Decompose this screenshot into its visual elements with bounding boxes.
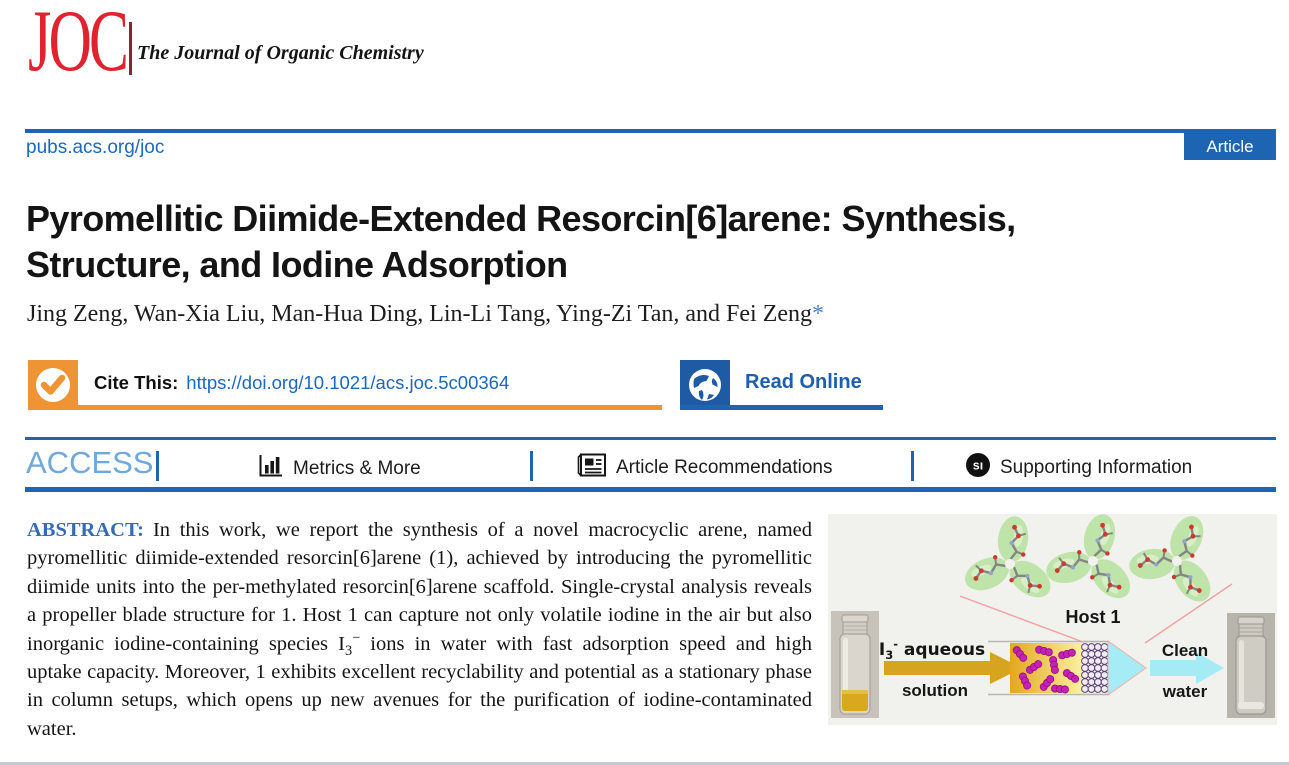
journal-logo: JOC: [28, 0, 127, 90]
title-line-2: Structure, and Iodine Adsorption: [26, 244, 568, 285]
host-molecules: [953, 514, 1228, 615]
journal-name: The Journal of Organic Chemistry: [137, 42, 424, 64]
abstract-body-2: ions in water with fast adsorption speed and high uptake capacity. Moreover, 1 exhibits excellent recyclability and potential as a stationary phase in column setups, which opens up new avenues for the purification of iodine-contaminated water.: [27, 632, 813, 740]
host-packing-beads: [1082, 644, 1108, 693]
abstract-body-1: In this work, we report the synthesis of a novel macrocyclic arene, named pyromellitic diimide-extended resorcin[6]arene (1), achieved by introducing the pyromellitic diimide units into the per-methylated resorcin[6]arene scaffold. Single-crystal analysis reveals a propeller blade structure for 1. Host 1 can capture not only volatile iodine in the air but also inorganic iodine-containing species I: [27, 519, 812, 655]
check-circle-icon: [28, 360, 78, 410]
article-recommendations-link[interactable]: [577, 452, 832, 484]
journal-url-link[interactable]: pubs.acs.org/joc: [26, 137, 165, 158]
author-list: [27, 301, 824, 328]
clean-water-vial: [1227, 613, 1275, 718]
access-rule-bottom: [25, 487, 1276, 492]
metrics-and-more-link[interactable]: [257, 452, 421, 485]
abstract-heading: ABSTRACT:: [27, 519, 144, 541]
access-separator: [156, 451, 159, 481]
cite-this-label: Cite This:: [94, 371, 179, 393]
iodine-solution-vial: [831, 611, 879, 718]
top-rule: [25, 129, 1276, 133]
graphical-abstract: [828, 514, 1277, 725]
ion-subscript: 3: [344, 642, 353, 659]
access-separator: [530, 451, 533, 481]
read-online-label[interactable]: Read Online: [745, 371, 862, 393]
read-online-button[interactable]: [680, 360, 883, 410]
recommendations-label: Article Recommendations: [616, 457, 833, 478]
access-rule-top: [25, 437, 1276, 440]
supporting-label: Supporting Information: [1000, 457, 1193, 478]
author-names: Jing Zeng, Wan-Xia Liu, Man-Hua Ding, Lin-Li Tang, Ying-Zi Tan, and Fei Zeng: [27, 301, 813, 327]
globe-icon[interactable]: [680, 360, 730, 410]
ion-superscript: −: [352, 629, 361, 646]
corresponding-author-marker[interactable]: *: [812, 301, 825, 327]
cite-underline: [28, 405, 662, 410]
host-label: Host 1: [1065, 607, 1121, 627]
water-label: water: [1162, 682, 1208, 701]
access-link[interactable]: ACCESS: [26, 445, 154, 480]
svg-text:sı: sı: [972, 458, 984, 473]
abstract-text: [27, 516, 812, 743]
supporting-information-link[interactable]: [965, 452, 1192, 484]
read-online-underline: [680, 405, 883, 410]
feed-label: $I_3^-$ aqueous: [878, 637, 986, 662]
doi-link[interactable]: https://doi.org/10.1021/acs.joc.5c00364: [186, 371, 510, 393]
page-title: [26, 196, 1206, 288]
article-type-badge: Article: [1184, 133, 1276, 160]
adsorption-column: [988, 641, 1146, 695]
clean-label: Clean: [1161, 641, 1209, 660]
newspaper-icon: [577, 452, 607, 484]
title-line-1: Pyromellitic Diimide-Extended Resorcin[6]arene: Synthesis,: [26, 198, 1016, 239]
logo-divider: [129, 22, 132, 75]
solution-label: solution: [901, 681, 969, 700]
cite-this-bar: [28, 360, 662, 410]
metrics-label: Metrics & More: [293, 457, 421, 479]
access-separator: [911, 451, 914, 481]
si-badge-icon: [965, 452, 991, 484]
bar-chart-icon: [257, 452, 284, 485]
